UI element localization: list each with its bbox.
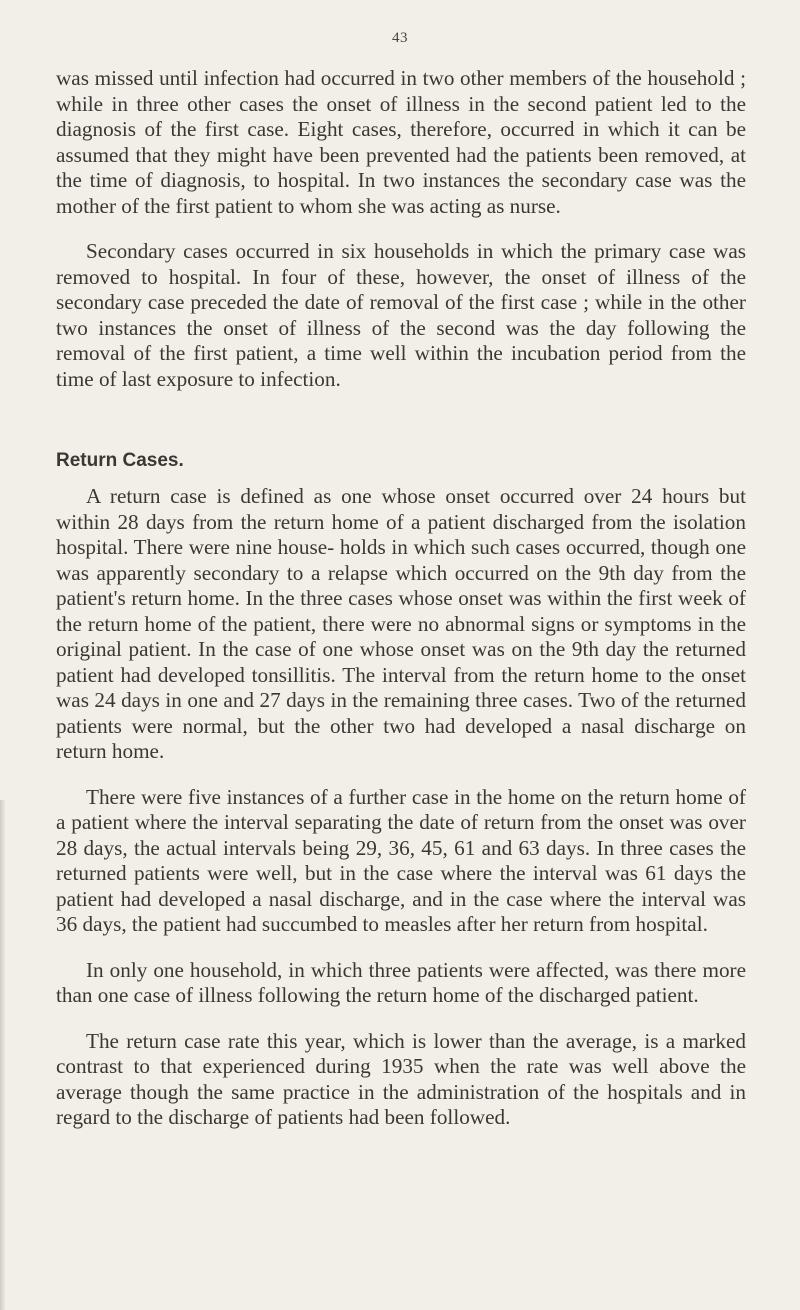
paragraph-return-case-definition: A return case is defined as one whose onset occurred over 24 hours but within 28 days from the return home of a patient discharged from the isolation hospital. There were nine house- holds in which such cases occurred, though one was apparently secondary to a relapse which occurred on the 9th day from the patient's return home. In the three cases whose onset was within the first week of the return home of the patient, there were no abnormal signs or symptoms in the original patient. In the case of one whose onset was on the 9th day the returned patient had developed tonsillitis. The interval from the return home to the onset was 24 days in one and 27 days in the remaining three cases. Two of the returned patients were normal, but the other two had developed a nasal discharge on return home. [56, 484, 746, 763]
paragraph-one-household: In only one household, in which three patients were affected, was there more than one case of illness following the return home of the discharged patient. [56, 957, 746, 1007]
paragraph-continuation: was missed until infection had occurred in two other members of the household ; while in three other cases the onset of illness in the second patient led to the diagnosis of the first case. Eight cases, therefore, occurred in which it can be assumed that they might have been prevented had the patients been removed, at the time of diagnosis, to hospital. In two instances the secondary case was the mother of the first patient to whom she was acting as nurse. [56, 66, 746, 218]
paragraph-secondary-cases: Secondary cases occurred in six households in which the primary case was removed to hospital. In four of these, however, the onset of illness of the secondary case preceded the date of removal of the first case ; while in the other two instances the onset of illness of the second was the day following the removal of the first patient, a time well within the incubation period from the time of last exposure to infection. [56, 239, 746, 391]
paragraph-further-cases: There were five instances of a further case in the home on the return home of a patient where the interval separating the date of return from the onset was over 28 days, the actual intervals being 29, 36, 45, 61 and 63 days. In three cases the returned patients were well, but in the case where the interval was 61 days the patient had developed a nasal discharge, and in the case where the interval was 36 days, the patient had succumbed to measles after her return from hospital. [56, 784, 746, 936]
page-body [56, 66, 746, 1131]
section-heading: Return Cases. [56, 450, 184, 471]
paragraph-return-case-rate: The return case rate this year, which is lower than the average, is a marked contrast to that experienced during 1935 when the rate was well above the average though the same practice in the administration of the hospitals and in regard to the discharge of patients had been followed. [56, 1028, 746, 1129]
page-edge-shadow [0, 800, 6, 1310]
page-number: 43 [392, 30, 408, 46]
